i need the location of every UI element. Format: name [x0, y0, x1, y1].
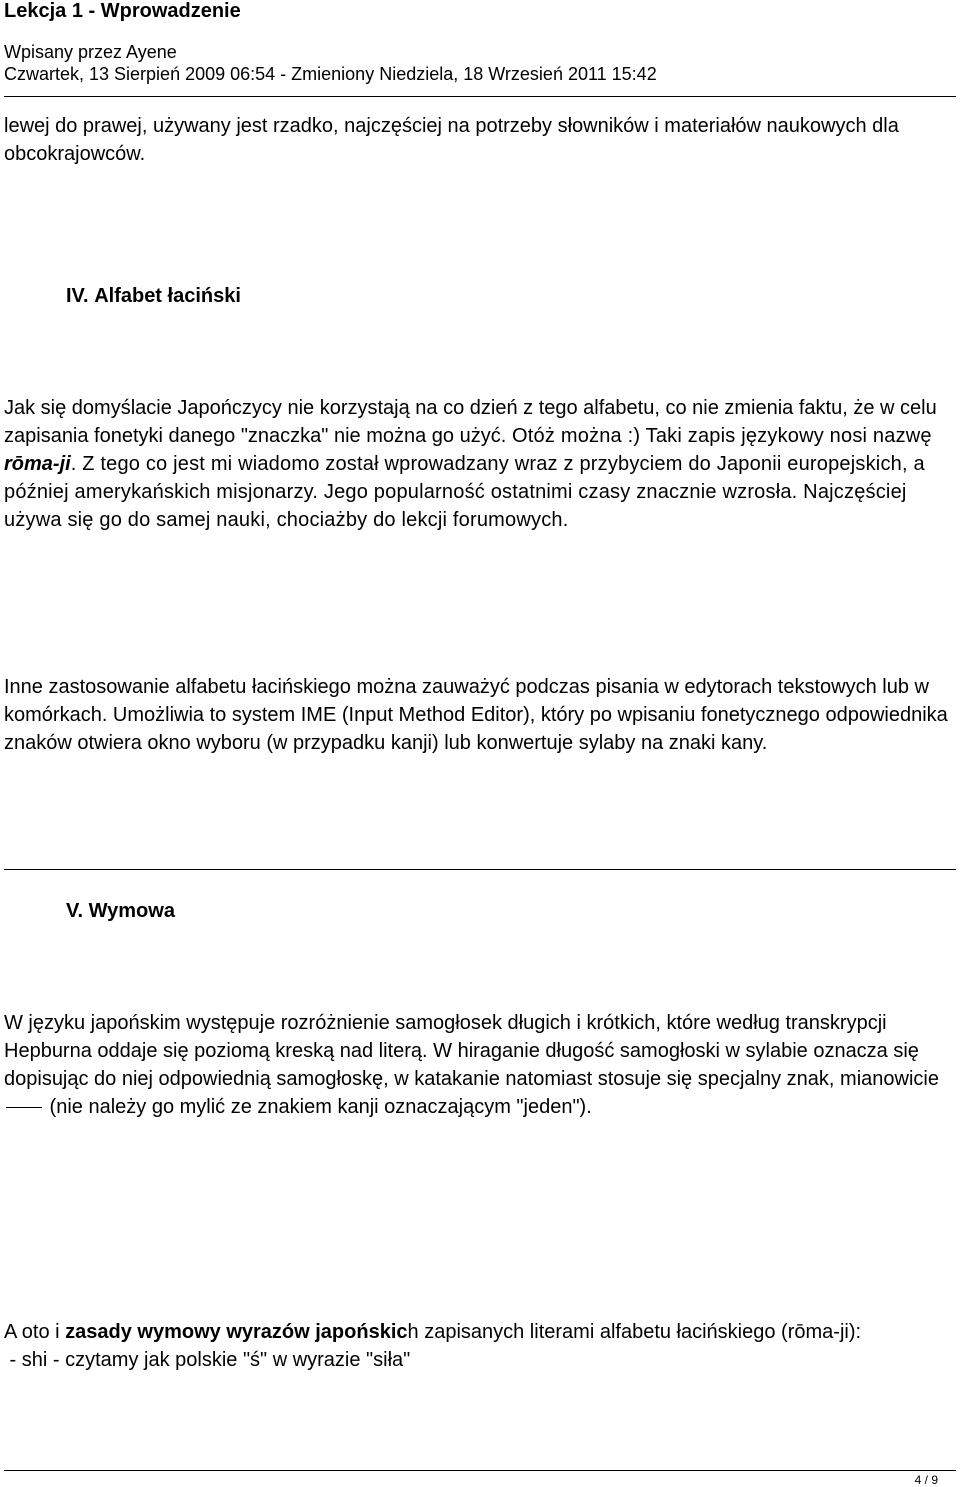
section-iv-title: Alfabet łaciński [94, 285, 241, 307]
section-v-heading [66, 897, 946, 925]
pronunciation-rule-shi: - shi - czytamy jak polskie "ś" w wyrazie "siła" [4, 1349, 411, 1371]
footer-divider [4, 1470, 956, 1471]
romaji-term: rōma-ji [4, 453, 71, 475]
long-vowel-dash-icon [6, 1107, 42, 1108]
section-v-p1-after: (nie należy go mylić ze znakiem kanji oznaczającym "jeden"). [44, 1096, 592, 1118]
dates-line: Czwartek, 13 Sierpień 2009 06:54 - Zmieniony Niedziela, 18 Wrzesień 2011 15:42 [4, 64, 657, 84]
document-header [4, 0, 956, 85]
intro-paragraph [4, 112, 956, 168]
page-number: 4 / 9 [914, 1473, 938, 1487]
section-v-paragraph-2 [4, 1318, 956, 1374]
section-iv-paragraph-2 [4, 673, 956, 757]
pronunciation-rules-bold: zasady wymowy wyrazów japońskic [65, 1321, 408, 1343]
section-v-paragraph-1 [4, 1009, 956, 1121]
section-iv-p1-part3: . Z tego co jest mi wiadomo został wprowadzany wraz z przybyciem do Japonii europejskich, a później amerykańskich misjonarzy. Jego popularność ostatnimi czasy znacznie wzrosła. Najczęściej używa się go do samej nauki, chociażby do lekcji forumowych. [4, 453, 925, 531]
intro-text: lewej do prawej, używany jest rzadko, najczęściej na potrzeby słowników i materiałów naukowych dla obcokrajowców. [4, 115, 899, 165]
section-v-numeral: V. [66, 900, 84, 922]
section-iv-paragraph-1 [4, 394, 956, 534]
section-v-p1-before: W języku japońskim występuje rozróżnienie samogłosek długich i krótkich, które według transkrypcji Hepburna oddaje się poziomą kreską nad literą. W hiraganie długość samogłoski w sylabie oznacza się dopisując do niej odpowiednią samogłoskę, w katakanie natomiast stosuje się specjalny znak, mianowicie [4, 1012, 939, 1090]
section-v-p2-after: h zapisanych literami alfabetu łacińskiego (rōma-ji): [407, 1321, 862, 1343]
section-iv-numeral: IV. [66, 285, 89, 307]
section-iv-p1-part2: Otóż można :) Taki zapis językowy nosi nazwę [506, 425, 932, 447]
section-v-title: Wymowa [88, 900, 175, 922]
section-iv-p2-text: Inne zastosowanie alfabetu łacińskiego można zauważyć podczas pisania w edytorach tekstowych lub w komórkach. Umożliwia to system IME (Input Method Editor), który po wpisaniu fonetycznego odpowiednika znaków otwiera okno wyboru (w przypadku kanji) lub konwertuje sylaby na znaki kany. [4, 676, 948, 754]
document-title: Lekcja 1 - Wprowadzenie [4, 0, 241, 22]
section-iv-heading [66, 282, 946, 310]
header-divider [4, 96, 956, 97]
section-divider [4, 869, 956, 870]
section-iv-p1-part1: Jak się domyślacie Japończycy nie korzystają na co dzień z tego alfabetu, co nie zmienia faktu, że w celu zapisania fonetyki danego "znaczka" nie można go użyć. [4, 397, 937, 447]
author-line: Wpisany przez Ayene [4, 42, 177, 62]
section-v-p2-before: A oto i [4, 1321, 66, 1343]
